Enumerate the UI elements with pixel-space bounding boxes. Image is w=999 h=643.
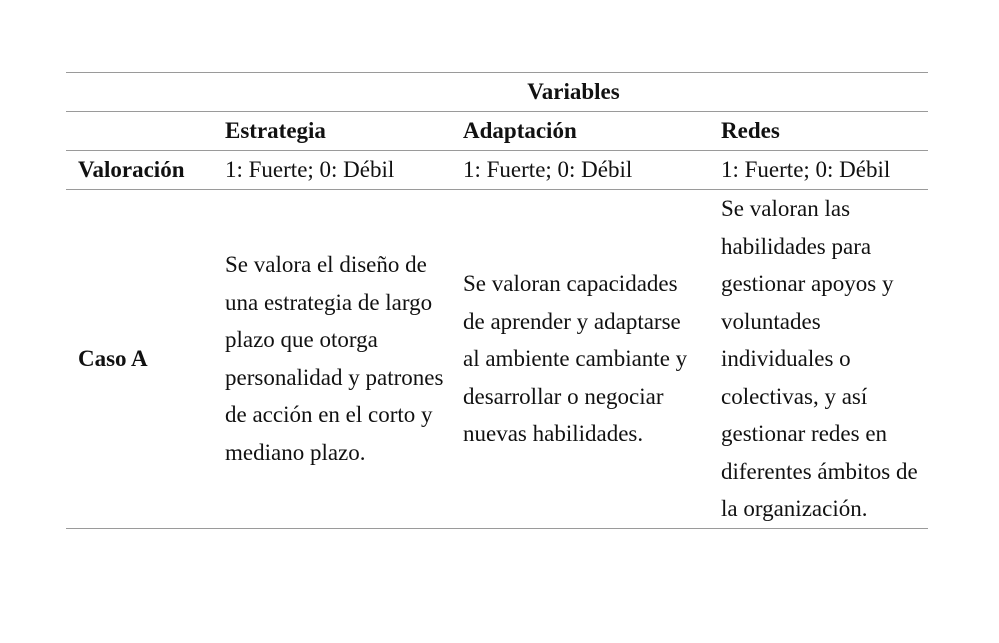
caso-a-estrategia	[213, 190, 451, 529]
empty-header-cell	[66, 112, 213, 151]
variables-group-header: Variables	[213, 73, 928, 112]
caso-a-adaptacion-text: Se valoran capacidades de aprender y adaptarse al ambiente cambiante y desarrollar o negociar nuevas habilidades.	[463, 271, 688, 446]
column-header-estrategia: Estrategia	[213, 112, 451, 151]
valoracion-adaptacion: 1: Fuerte; 0: Débil	[451, 151, 709, 190]
group-header-row	[66, 73, 928, 112]
valoracion-row	[66, 151, 928, 190]
valoracion-estrategia: 1: Fuerte; 0: Débil	[213, 151, 451, 190]
column-header-row	[66, 112, 928, 151]
caso-a-label: Caso A	[66, 190, 213, 529]
caso-a-row	[66, 190, 928, 529]
caso-a-redes-text: Se valoran las habilidades para gestionar apoyos y voluntades individuales o colectivas, y así gestionar redes en diferentes ámbitos de la organización.	[721, 196, 918, 521]
valoracion-redes: 1: Fuerte; 0: Débil	[709, 151, 928, 190]
column-header-redes: Redes	[709, 112, 928, 151]
caso-a-adaptacion	[451, 190, 709, 529]
variables-table	[66, 72, 928, 529]
column-header-adaptacion: Adaptación	[451, 112, 709, 151]
caso-a-redes	[709, 190, 928, 529]
empty-corner-cell	[66, 73, 213, 112]
valoracion-label: Valoración	[66, 151, 213, 190]
variables-table-container	[66, 72, 928, 529]
caso-a-estrategia-text: Se valora el diseño de una estrategia de largo plazo que otorga personalidad y patrones de acción en el corto y mediano plazo.	[225, 252, 444, 465]
